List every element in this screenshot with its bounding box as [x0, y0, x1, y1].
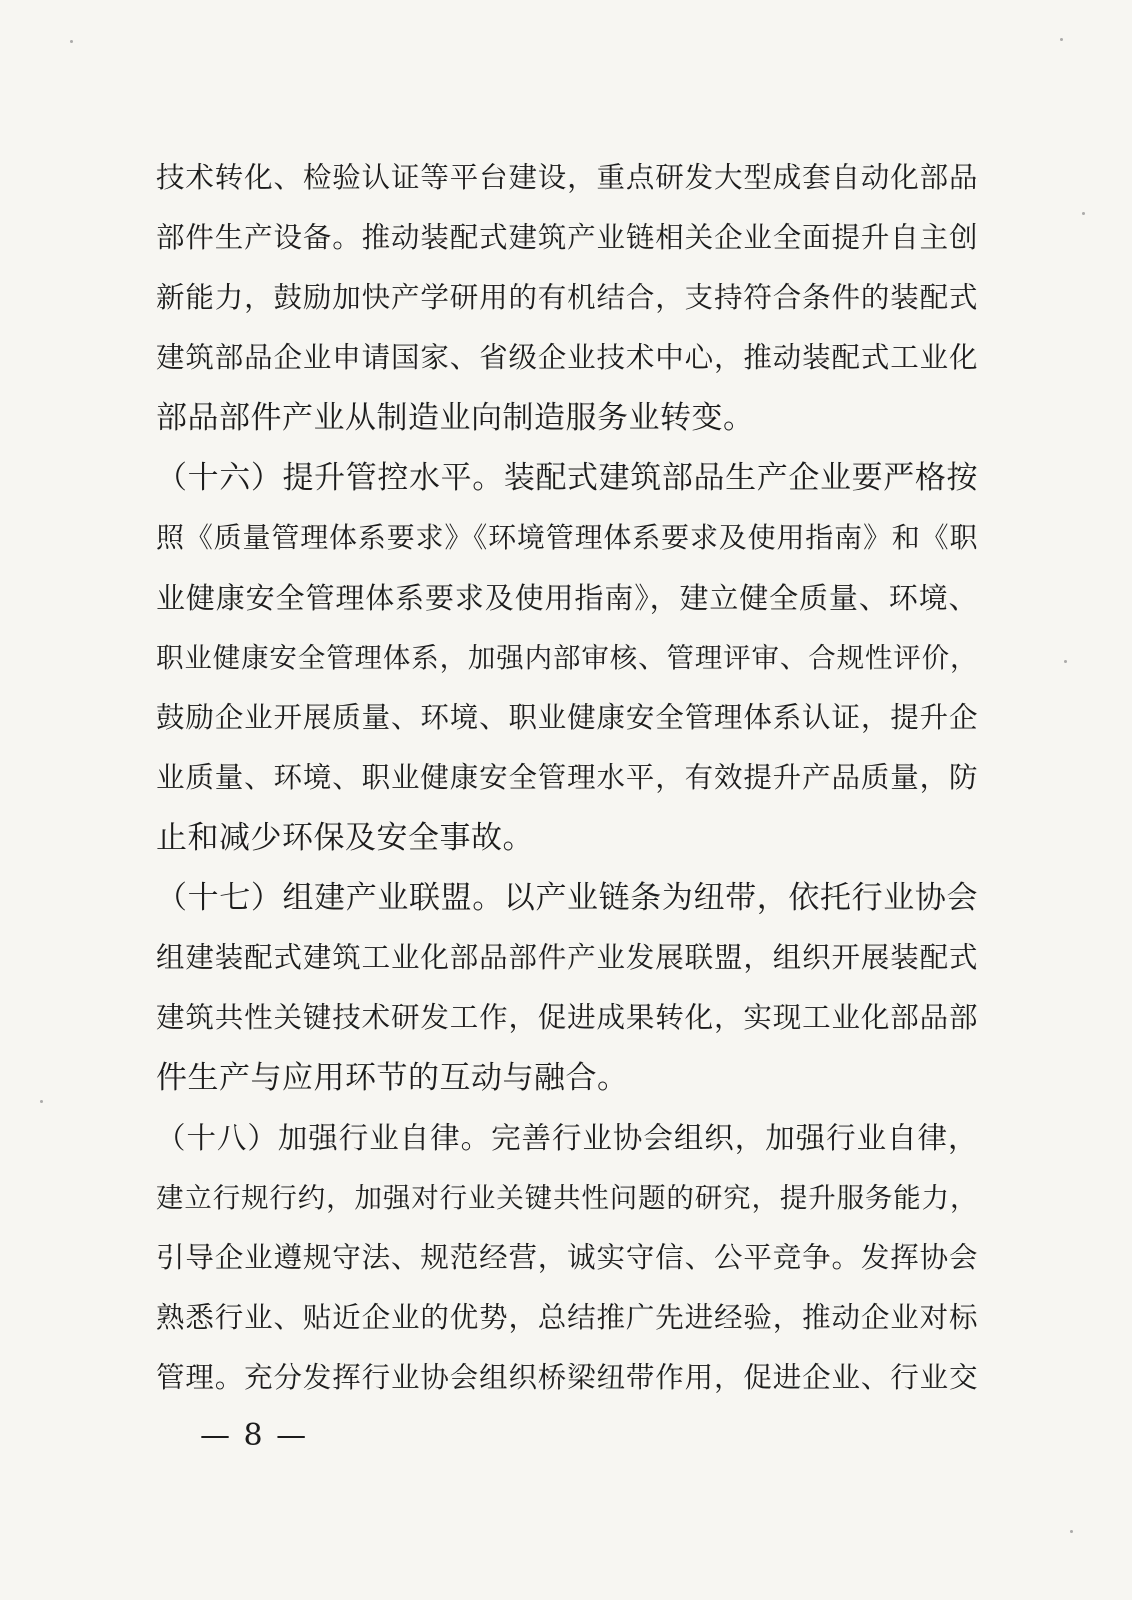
text-line: 熟悉行业、贴近企业的优势，总结推广先进经验，推动企业对标 [156, 1301, 978, 1334]
paragraph-17-industry-alliance [156, 868, 978, 1108]
text-line: 新能力，鼓励加快产学研用的有机结合，支持符合条件的装配式 [156, 281, 978, 314]
text-line: 技术转化、检验认证等平台建设，重点研发大型成套自动化部品 [156, 161, 978, 194]
text-line: 管理。充分发挥行业协会组织桥梁纽带作用，促进企业、行业交 [156, 1361, 978, 1394]
text-line: 止和减少环保及安全事故。 [156, 820, 534, 856]
text-line: （十七）组建产业联盟。以产业链条为纽带，依托行业协会 [156, 880, 978, 916]
text-line: （十八）加强行业自律。完善行业协会组织，加强行业自律， [156, 1121, 978, 1155]
paragraph-platform-building [156, 148, 978, 448]
text-line: （十六）提升管控水平。装配式建筑部品生产企业要严格按 [156, 460, 978, 496]
scan-speck [70, 40, 73, 43]
scan-speck [1082, 212, 1085, 215]
scan-speck [40, 1100, 43, 1103]
text-line: 建筑部品企业申请国家、省级企业技术中心，推动装配式工业化 [156, 341, 978, 374]
page-number: — 8 — [200, 1418, 309, 1453]
scan-speck [1070, 1530, 1073, 1533]
text-line: 职业健康安全管理体系，加强内部审核、管理评审、合规性评价， [156, 642, 978, 674]
paragraph-16-management-control [156, 448, 978, 868]
paragraph-18-industry-self-discipline [156, 1108, 978, 1408]
text-line: 业质量、环境、职业健康安全管理水平，有效提升产品质量，防 [156, 761, 978, 794]
body-text [156, 148, 978, 1408]
text-line: 建筑共性关键技术研发工作，促进成果转化，实现工业化部品部 [156, 1001, 978, 1034]
text-line: 照《质量管理体系要求》《环境管理体系要求及使用指南》和《职 [156, 521, 978, 554]
text-line: 业健康安全管理体系要求及使用指南》，建立健全质量、环境、 [156, 581, 978, 615]
scan-speck [1064, 660, 1067, 663]
text-line: 件生产与应用环节的互动与融合。 [156, 1060, 629, 1096]
text-line: 建立行规行约，加强对行业关键共性问题的研究，提升服务能力， [156, 1182, 978, 1214]
scan-speck [1060, 38, 1063, 41]
text-line: 部件生产设备。推动装配式建筑产业链相关企业全面提升自主创 [156, 221, 978, 254]
text-line: 引导企业遵规守法、规范经营，诚实守信、公平竞争。发挥协会 [156, 1241, 978, 1274]
text-line: 鼓励企业开展质量、环境、职业健康安全管理体系认证，提升企 [156, 701, 978, 734]
text-line: 部品部件产业从制造业向制造服务业转变。 [156, 400, 755, 436]
text-line: 组建装配式建筑工业化部品部件产业发展联盟，组织开展装配式 [156, 941, 978, 974]
